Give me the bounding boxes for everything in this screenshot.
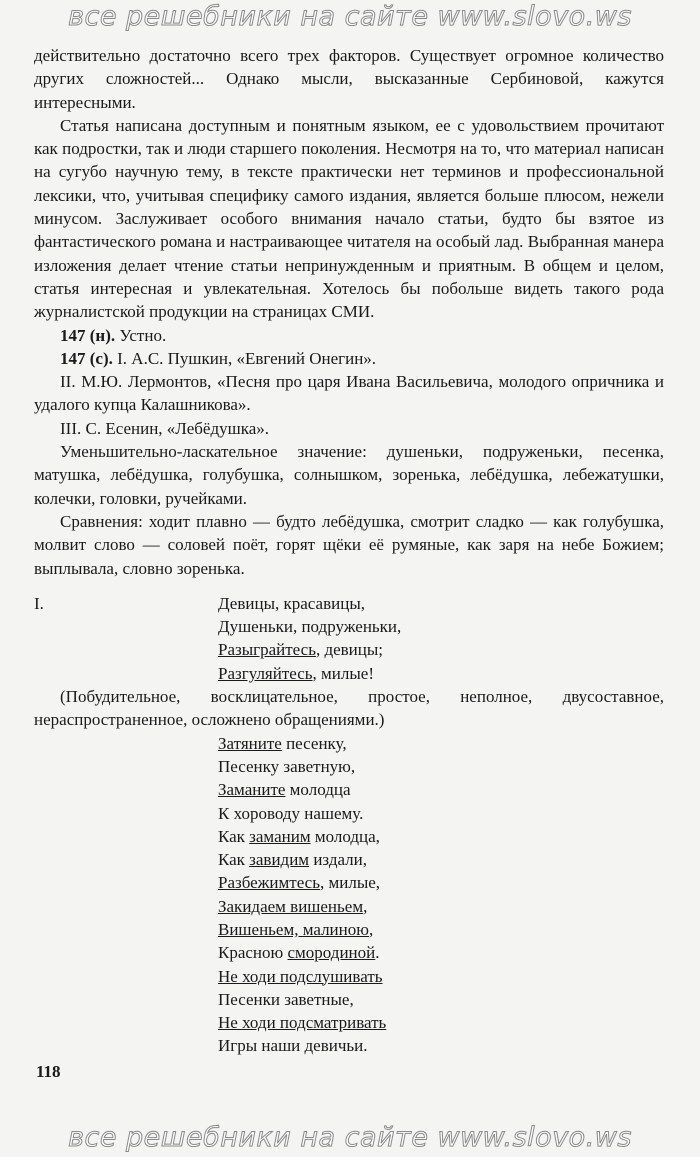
poem-line-text: молодца — [285, 780, 351, 800]
poem-line — [218, 778, 664, 801]
underlined-verb: Разбежимтесь — [218, 873, 320, 893]
poem-line — [218, 941, 664, 964]
poem-line-text: издали, — [309, 850, 367, 870]
underlined-verb: Разыграйтесь — [218, 640, 316, 660]
poem-line — [218, 871, 664, 894]
underlined-verb: Затяните — [218, 733, 282, 753]
poem-line: Песенки заветные, — [218, 989, 354, 1009]
paragraph-1: действительно достаточно всего трех факторов. Существует огромное количество других сложностей... Однако мысли, высказанные Сербиновой, кажутся интересными. — [34, 46, 664, 112]
site-banner-top: все решебники на сайте www.slovo.ws — [68, 1, 632, 32]
poem-line-text: , милые, — [319, 873, 381, 893]
underlined-verb: Заманите — [218, 780, 286, 800]
poem-line-text: песенку, — [281, 733, 347, 753]
poem-line — [218, 1011, 664, 1034]
task-147s-line3: III. С. Есенин, «Лебёдушка». — [60, 418, 269, 438]
poem-line — [218, 662, 664, 685]
poem-line: Игры наши девичьи. — [218, 1036, 368, 1056]
poem-line-text: , девицы; — [315, 640, 384, 660]
underlined-verb: завидим — [249, 850, 310, 870]
poem-line-text: Как — [218, 850, 250, 870]
poem-line: Песенку заветную, — [218, 756, 356, 776]
underlined-verb: Закидаем вишеньем — [218, 896, 364, 916]
poem-section — [34, 592, 664, 685]
poem-line — [218, 848, 664, 871]
poem-line: Девицы, красавицы, — [218, 593, 365, 613]
poem-line-text: , — [363, 896, 368, 916]
task-number: 147 (с). — [60, 348, 113, 368]
underlined-verb: заманим — [249, 826, 311, 846]
task-number: 147 (н). — [60, 325, 116, 345]
underlined-verb: Не ходи подсматривать — [218, 1013, 387, 1033]
task-147s-line5: Сравнения: ходит плавно — будто лебёдушка, смотрит сладко — как голубушка, молвит слово — соловей поёт, горят щёки её румяные, как заря на небе Божием; выплывала, словно зоренька. — [34, 511, 664, 578]
poem-line-text: . — [375, 943, 380, 963]
underlined-verb: Разгуляйтесь — [218, 663, 313, 683]
poem-line-text: , — [368, 919, 374, 939]
poem-line: Душеньки, подруженьки, — [218, 617, 402, 637]
page-number: 118 — [36, 1062, 61, 1081]
task-147n — [34, 324, 664, 347]
task-147s-line1 — [34, 347, 664, 370]
underlined-verb: смородиной — [287, 943, 376, 963]
poem-line-text: , милые! — [312, 663, 375, 683]
poem-line — [218, 638, 664, 661]
page-content — [34, 44, 664, 1058]
poem-line: К хороводу нашему. — [218, 803, 364, 823]
poem-line — [218, 965, 664, 988]
poem-line — [218, 895, 664, 918]
task-147s-line2: II. М.Ю. Лермонтов, «Песня про царя Ивана Васильевича, молодого опричника и удалого купца Калашникова». — [34, 372, 664, 415]
poem-line-text: молодца, — [310, 826, 380, 846]
underlined-verb: Не ходи подслушивать — [218, 966, 383, 986]
poem-line — [218, 732, 664, 755]
task-147s-line4: Уменьшительно-ласкательное значение: душеньки, подруженьки, песенка, матушка, лебёдушка, голубушка, солнышком, зоренька, лебёдушка, лебежатушки, колечки, головки, ручейками. — [34, 442, 664, 508]
task-text: I. А.С. Пушкин, «Евгений Онегин». — [117, 348, 377, 368]
poem-line-text: Красною — [218, 943, 288, 963]
task-text: Устно. — [119, 325, 167, 345]
poem-line-text: Как — [218, 826, 250, 846]
poem-line — [218, 825, 664, 848]
paragraph-2: Статья написана доступным и понятным языком, ее с удовольствием прочитают как подростки, так и люди старшего поколения. Несмотря на то, что материал написан на сугубо научную тему, в тексте практически нет терминов и профессиональной лексики, что, учитывая специфику самого издания, является больше плюсом, нежели минусом. Заслуживает особого внимания начало статьи, будто бы взятое из фантастического романа и настраивающее читателя на особый лад. Выбранная манера изложения делает чтение статьи непринужденным и приятным. В общем и целом, статья интересная и увлекательная. Хотелось бы побольше видеть такого рода журналистской продукции на страницах СМИ. — [34, 115, 664, 322]
poem-line — [218, 918, 664, 941]
poem-note: (Побудительное, восклицательное, простое, неполное, двусоставное, нераспространенное, осложнено обращениями.) — [34, 687, 664, 730]
site-banner-bottom: все решебники на сайте www.slovo.ws — [68, 1122, 632, 1153]
poem-stanza-2 — [218, 732, 664, 1058]
poem-roman-numeral: I. — [34, 593, 44, 613]
poem-stanza-1 — [218, 592, 664, 685]
underlined-verb: Вишеньем, малиною — [218, 919, 369, 939]
